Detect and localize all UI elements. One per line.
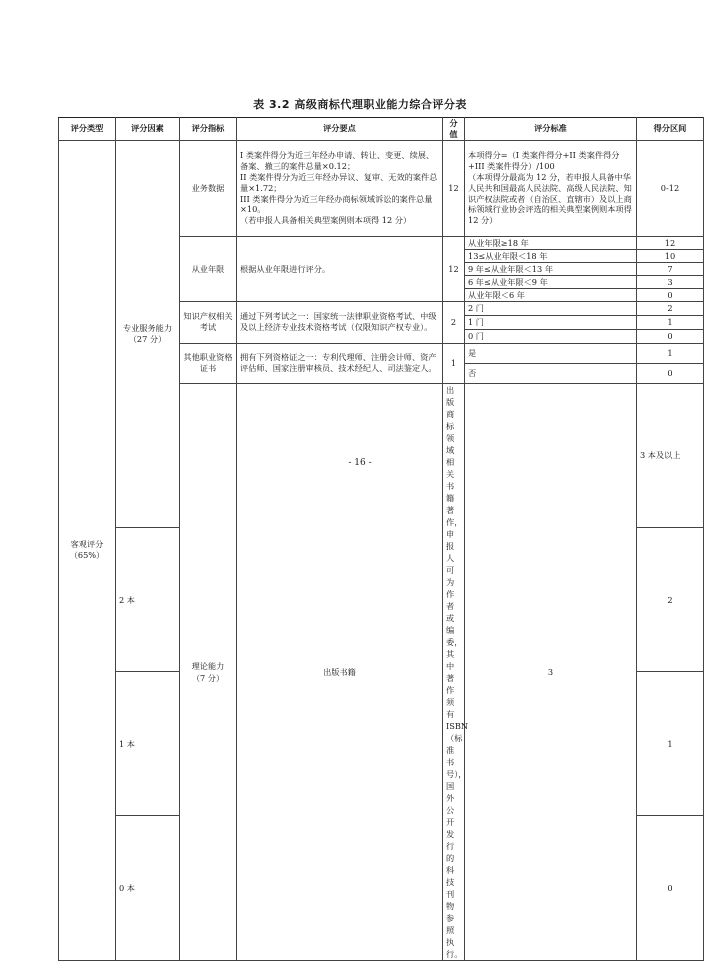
standard-cell: 否 — [465, 363, 637, 383]
value-cell: 0 — [637, 816, 704, 960]
score-cell: 3 — [465, 383, 637, 960]
value-cell: 0 — [637, 288, 704, 301]
standard-cell: 从业年限≥18 年 — [465, 236, 637, 249]
value-cell: 7 — [637, 262, 704, 275]
standard-cell: 0 本 — [116, 816, 180, 960]
value-cell: 1 — [637, 315, 704, 329]
table-row — [59, 140, 704, 236]
factor-cell: 专业服务能力 （27 分） — [116, 140, 180, 527]
value-cell: 3 — [637, 275, 704, 288]
points-cell: 根据从业年限进行评分。 — [237, 236, 443, 301]
standard-cell: 9 年≤从业年限＜13 年 — [465, 262, 637, 275]
scoring-table — [58, 117, 704, 961]
standard-cell: 2 本 — [116, 527, 180, 671]
indicator-cell: 出版书籍 — [237, 383, 443, 960]
points-cell: 通过下列考试之一：国家统一法律职业资格考试、中级及以上经济专业技术资格考试（仅限知识产权专业）。 — [237, 301, 443, 343]
standard-cell: 6 年≤从业年限＜9 年 — [465, 275, 637, 288]
standard-cell: 2 门 — [465, 301, 637, 315]
value-cell: 10 — [637, 249, 704, 262]
standard-cell: 本项得分=（I 类案件得分+II 类案件得分+III 类案件得分）/100 （本项得分最高为 12 分，若申报人具备中华人民共和国最高人民法院、高级人民法院、知识产权法院或者（自治区、直辖市）及以上商标领域行业协会评选的相关典型案例则本项得 12 分） — [465, 140, 637, 236]
indicator-cell: 其他职业资格证书 — [180, 343, 237, 383]
value-cell: 1 — [637, 672, 704, 816]
indicator-cell: 知识产权相关考试 — [180, 301, 237, 343]
header-cell: 得分区间 — [637, 118, 704, 141]
value-cell: 0 — [637, 329, 704, 343]
standard-cell: 1 门 — [465, 315, 637, 329]
standard-cell: 13≤从业年限＜18 年 — [465, 249, 637, 262]
value-cell: 1 — [637, 343, 704, 363]
header-cell: 评分类型 — [59, 118, 116, 141]
standard-cell: 是 — [465, 343, 637, 363]
value-cell: 12 — [637, 236, 704, 249]
indicator-cell: 业务数据 — [180, 140, 237, 236]
score-cell: 2 — [443, 301, 465, 343]
header-cell: 评分要点 — [237, 118, 443, 141]
value-cell: 2 — [637, 527, 704, 671]
header-cell: 评分标准 — [465, 118, 637, 141]
indicator-cell: 从业年限 — [180, 236, 237, 301]
header-cell: 评分指标 — [180, 118, 237, 141]
value-cell: 0 — [637, 363, 704, 383]
value-cell: 2 — [637, 301, 704, 315]
table-title: 表 3.2 高级商标代理职业能力综合评分表 — [253, 98, 467, 111]
header-cell: 评分因素 — [116, 118, 180, 141]
header-cell: 分值 — [443, 118, 465, 141]
standard-cell: 0 门 — [465, 329, 637, 343]
points-cell: 拥有下列资格证之一：专利代理师、注册会计师、资产评估师、国家注册审核员、技术经纪人、司法鉴定人。 — [237, 343, 443, 383]
range-cell: 0-12 — [637, 140, 704, 236]
score-cell: 12 — [443, 140, 465, 236]
category-cell: 客观评分 （65%） — [59, 140, 116, 960]
header-row — [59, 118, 704, 141]
standard-cell: 1 本 — [116, 672, 180, 816]
page-number: - 16 - — [348, 458, 372, 468]
score-cell: 12 — [443, 236, 465, 301]
score-cell: 1 — [443, 343, 465, 383]
standard-cell: 3 本及以上 — [637, 383, 704, 527]
factor-cell: 理论能力 （7 分） — [180, 383, 237, 960]
points-cell: 出版商标领域相关书籍著作，申报人可为作者或编委，其中著作须有 ISBN（标准书号），国外公开发行的科技刊物参照执行。 — [443, 383, 465, 960]
standard-cell: 从业年限＜6 年 — [465, 288, 637, 301]
points-cell: I 类案件得分为近三年经办申请、转让、变更、续展、备案、撤三的案件总量×0.12； II 类案件得分为近三年经办异议、复审、无效的案件总量×1.72； III 类案件得分为近三年经办商标领域诉讼的案件总量×10。 （若申报人具备相关典型案例则本项得 12 分） — [237, 140, 443, 236]
